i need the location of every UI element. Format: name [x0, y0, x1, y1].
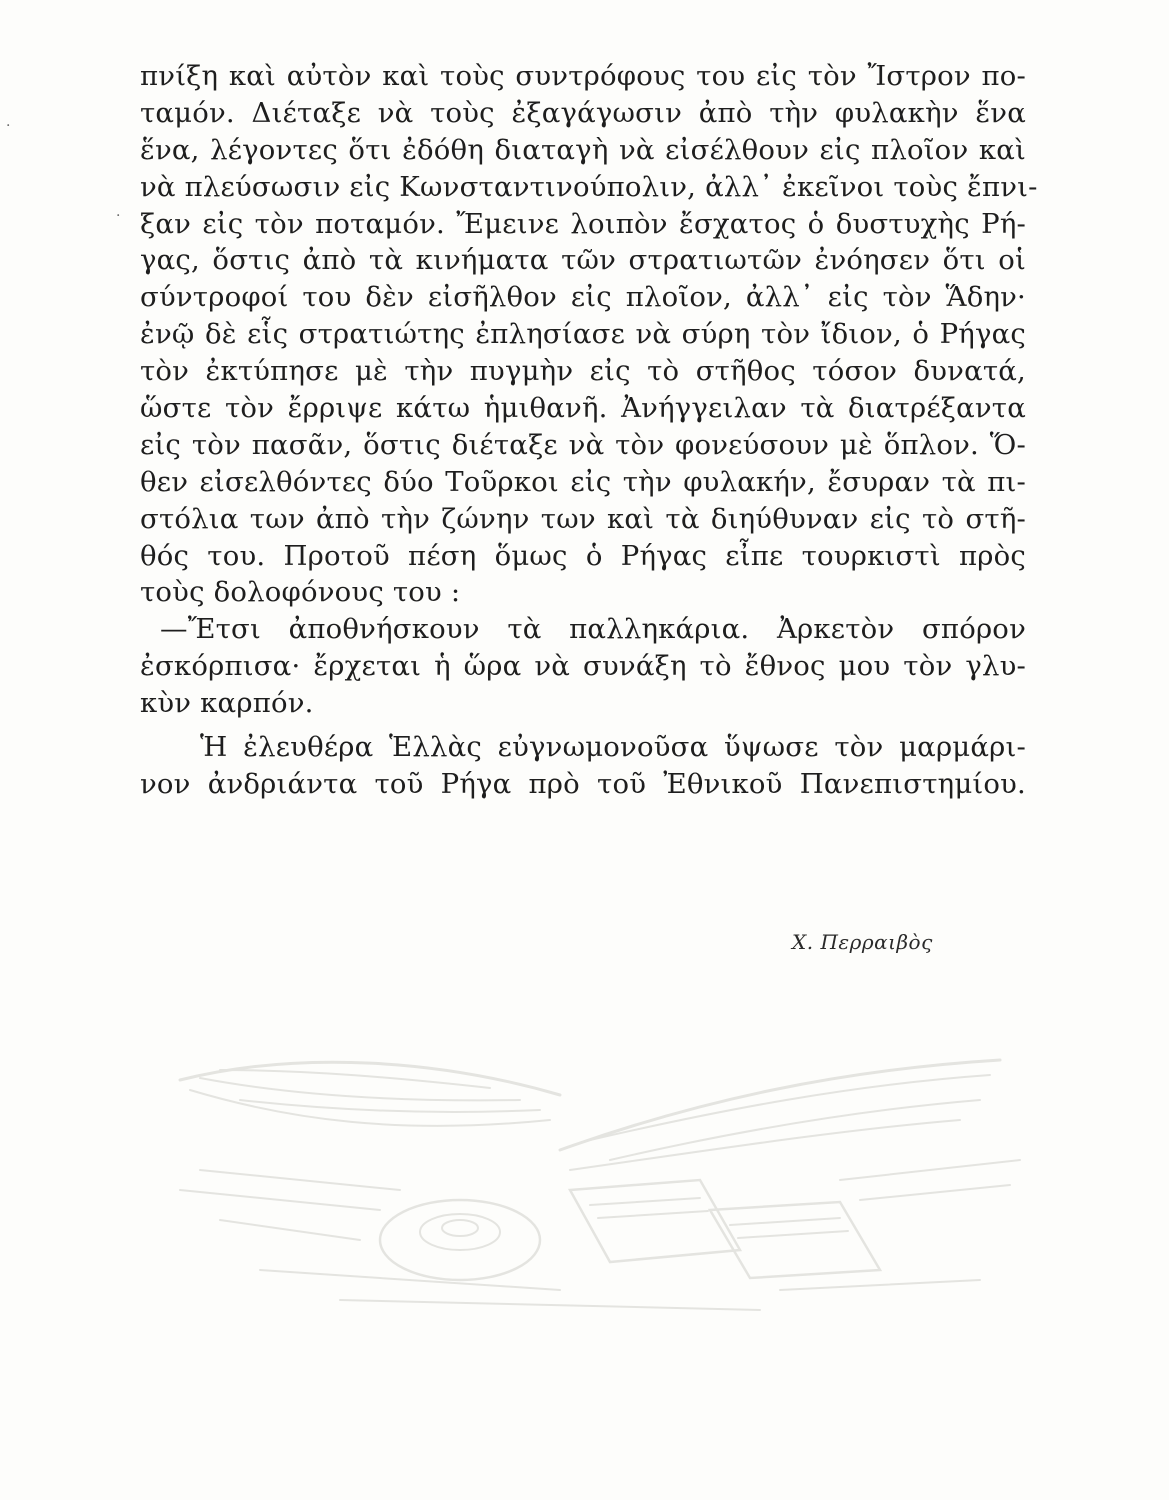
text-line: σύντροφοί του δὲν εἰσῆλθον εἰς πλοῖον, ἀλλ᾽ εἰς τὸν Ἅδην· [140, 281, 1026, 314]
body-text [140, 58, 1038, 803]
paragraph-2-dialogue [140, 611, 1026, 722]
quill-and-papers-illustration [140, 1040, 1040, 1340]
text-line: Ἡ ἐλευθέρα Ἑλλὰς εὐγνωμονοῦσα ὕψωσε τὸν μαρμάρι- [200, 731, 1026, 764]
author-signature: Χ. Περραιβὸς [792, 930, 933, 954]
paragraph-3 [140, 729, 1026, 803]
margin-speck: · [6, 118, 11, 134]
paragraph-1 [140, 58, 1038, 611]
text-line: νὰ πλεύσωσιν εἰς Κωνσταντινούπολιν, ἀλλ᾽ ἐκεῖνοι τοὺς ἔπνι- [140, 170, 1038, 203]
text-line: γας, ὅστις ἀπὸ τὰ κινήματα τῶν στρατιωτῶν ἐνόησεν ὅτι οἱ [140, 244, 1026, 277]
text-line: —Ἔτσι ἀποθνήσκουν τὰ παλληκάρια. Ἀρκετὸν σπόρον [160, 613, 1026, 646]
margin-speck-2: · [116, 208, 121, 224]
paragraph-gap [140, 722, 1026, 729]
text-line: ὥστε τὸν ἔρριψε κάτω ἡμιθανῆ. Ἀνήγγειλαν τὰ διατρέξαντα [140, 392, 1026, 425]
text-line: ταμόν. Διέταξε νὰ τοὺς ἐξαγάγωσιν ἀπὸ τὴν φυλακὴν ἕνα [140, 96, 1026, 129]
text-line: τὸν ἐκτύπησε μὲ τὴν πυγμὴν εἰς τὸ στῆθος τόσον δυνατά, [140, 355, 1026, 388]
text-line: ξαν εἰς τὸν ποταμόν. Ἔμεινε λοιπὸν ἔσχατος ὁ δυστυχὴς Ρή- [140, 207, 1026, 240]
text-line: τοὺς δολοφόνους του : [140, 576, 461, 609]
text-line: ἐνῷ δὲ εἷς στρατιώτης ἐπλησίασε νὰ σύρη τὸν ἴδιον, ὁ Ρήγας [140, 318, 1026, 351]
text-line: πνίξη καὶ αὐτὸν καὶ τοὺς συντρόφους του εἰς τὸν Ἴστρον πο- [140, 60, 1026, 92]
text-line: εἰς τὸν πασᾶν, ὅστις διέταξε νὰ τὸν φονεύσουν μὲ ὅπλον. Ὅ- [140, 428, 1026, 461]
text-line: θεν εἰσελθόντες δύο Τοῦρκοι εἰς τὴν φυλακήν, ἔσυραν τὰ πι- [140, 465, 1026, 498]
text-line: στόλια των ἀπὸ τὴν ζώνην των καὶ τὰ διηύθυναν εἰς τὸ στῆ- [140, 502, 1026, 535]
text-line: νον ἀνδριάντα τοῦ Ρήγα πρὸ τοῦ Ἐθνικοῦ Πανεπιστημίου. [140, 767, 1026, 800]
text-line: θός του. Προτοῦ πέση ὅμως ὁ Ρήγας εἶπε τουρκιστὶ πρὸς [140, 539, 1026, 572]
text-line: κὺν καρπόν. [140, 687, 314, 720]
text-line: ἐσκόρπισα· ἔρχεται ἡ ὥρα νὰ συνάξη τὸ ἔθνος μου τὸν γλυ- [140, 650, 1026, 683]
text-line: ἕνα, λέγοντες ὅτι ἐδόθη διαταγὴ νὰ εἰσέλθουν εἰς πλοῖον καὶ [140, 133, 1026, 166]
